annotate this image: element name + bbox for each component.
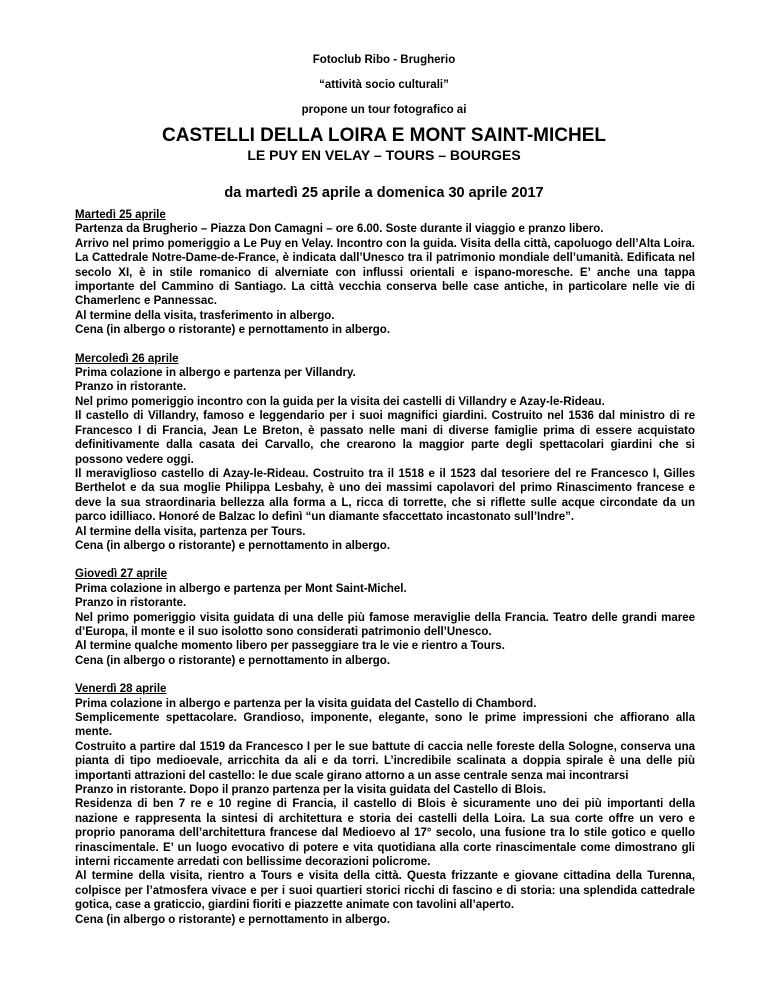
paragraph: Cena (in albergo o ristorante) e pernottamento in albergo. (75, 324, 391, 337)
day-section (75, 567, 695, 668)
paragraph: Pranzo in ristorante. Dopo il pranzo partenza per la visita guidata del Castello di Blois. (75, 784, 546, 797)
paragraph: Prima colazione in albergo e partenza per Villandry. (75, 367, 356, 380)
day-section (75, 352, 695, 554)
paragraph: Prima colazione in albergo e partenza per la visita guidata del Castello di Chambord. (75, 697, 537, 710)
paragraph: Cena (in albergo o ristorante) e pernottamento in albergo. (75, 913, 391, 926)
day-section (75, 682, 695, 927)
paragraph: Il castello di Villandry, famoso e leggendario per i suoi magnifici giardini. Costruito nel 1536 dal ministro di re Francesco I di Francia, Jean Le Breton, è passato nelle mani di diverse famiglie prima di essere acquistato definitivamente dalla casata dei Carvallo, che crearono la maggior parte degli spettacolari giardini che si possono vedere oggi. (75, 410, 695, 466)
header (0, 52, 768, 202)
paragraph: Residenza di ben 7 re e 10 regine di Francia, il castello di Blois è sicuramente uno dei più importanti della nazione e rappresenta la sintesi di architettura e storia dei castelli della Loira. La sua corte offre un vero e proprio panorama dell’architettura francese dal Medioevo al 17° secolo, una fusione tra lo stile gotico e quello rinascimentale. E’ un luogo evocativo di potere e vita quotidiana alla corte rinascimentale come dimostrano gli interni riccamente arredati con bellissime decorazioni policrome. (75, 798, 695, 869)
paragraph: Il meraviglioso castello di Azay-le-Rideau. Costruito tra il 1518 e il 1523 dal tesoriere del re Francesco I, Gilles Berthelot e da sua moglie Philippa Lesbahy, è uno dei massimi capolavori del primo Rinascimento francese e deve la sua straordinaria bellezza alla forma a L, ricca di torrette, che si riflette sulle acque circondate da un parco idilliaco. Honoré de Balzac lo definì “un diamante sfaccettato incastonato sull’Indre”. (75, 467, 695, 524)
tour-dates: da martedì 25 aprile a domenica 30 aprile 2017 (224, 185, 544, 201)
activity-type: “attività socio culturali” (319, 79, 449, 91)
day-title: Mercoledì 26 aprile (75, 352, 179, 365)
paragraph: Pranzo in ristorante. (75, 381, 187, 394)
organizer: Fotoclub Ribo - Brugherio (312, 54, 456, 66)
paragraph: Semplicemente spettacolare. Grandioso, imponente, elegante, sono le prime impressioni che affiorano alla mente. (75, 712, 695, 739)
tour-subtitle: LE PUY EN VELAY – TOURS – BOURGES (247, 147, 521, 163)
tour-title: CASTELLI DELLA LOIRA E MONT SAINT-MICHEL (161, 125, 606, 146)
paragraph: Al termine qualche momento libero per passeggiare tra le vie e rientro a Tours. (75, 640, 505, 653)
day-section (75, 208, 695, 338)
paragraph: Nel primo pomeriggio visita guidata di una delle più famose meraviglie della Francia. Teatro delle grandi maree d’Europa, il monte e il suo isolotto sono considerati patrimonio dell’Unesco. (75, 611, 695, 638)
paragraph: Al termine della visita, partenza per Tours. (75, 525, 306, 538)
intro-line: propone un tour fotografico ai (301, 104, 467, 116)
paragraph: Al termine della visita, trasferimento in albergo. (75, 309, 335, 322)
paragraph: Nel primo pomeriggio incontro con la guida per la visita dei castelli di Villandry e Azay-le-Rideau. (75, 395, 605, 408)
day-title: Venerdì 28 aprile (75, 683, 167, 696)
paragraph: Prima colazione in albergo e partenza per Mont Saint-Michel. (75, 582, 407, 595)
paragraph: Cena (in albergo o ristorante) e pernottamento in albergo. (75, 539, 391, 552)
paragraph: Pranzo in ristorante. (75, 597, 187, 610)
paragraph: Al termine della visita, rientro a Tours e visita della città. Questa frizzante e giovane cittadina della Turenna, colpisce per l’atmosfera vivace e per i suoi quartieri storici ricchi di fascino e di storia: una splendida cattedrale gotica, case a graticcio, giardini fioriti e piazzette animate con tavolini all’aperto. (75, 870, 695, 912)
paragraph: Cena (in albergo o ristorante) e pernottamento in albergo. (75, 654, 391, 667)
paragraph: Costruito a partire dal 1519 da Francesco I per le sue battute di caccia nelle foreste della Sologne, conserva una pianta di tipo medioevale, arricchita da ali e da torri. L’incredibile scalinata a doppia spirale è una delle più importanti attrazioni del castello: le due scale girano attorno a un asse centrale senza mai incontrarsi (75, 740, 695, 782)
day-title: Giovedì 27 aprile (75, 568, 168, 581)
paragraph: Arrivo nel primo pomeriggio a Le Puy en Velay. Incontro con la guida. Visita della città, capoluogo dell’Alta Loira. La Cattedrale Notre-Dame-de-France, è indicata dall’Unesco tra il patrimonio mondiale dell’umanità. Edificata nel secolo XI, è in stile romanico di alverniate con influssi orientali e ispano-moresche. E’ anche una tappa importante del Cammino di Santiago. La città vecchia conserva belle case antiche, in particolare nelle vie di Chamerlenc e Pannessac. (75, 237, 695, 308)
paragraph: Partenza da Brugherio – Piazza Don Camagni – ore 6.00. Soste durante il viaggio e pranzo libero. (75, 223, 604, 236)
itinerary (75, 208, 695, 941)
day-title: Martedì 25 aprile (75, 209, 166, 221)
